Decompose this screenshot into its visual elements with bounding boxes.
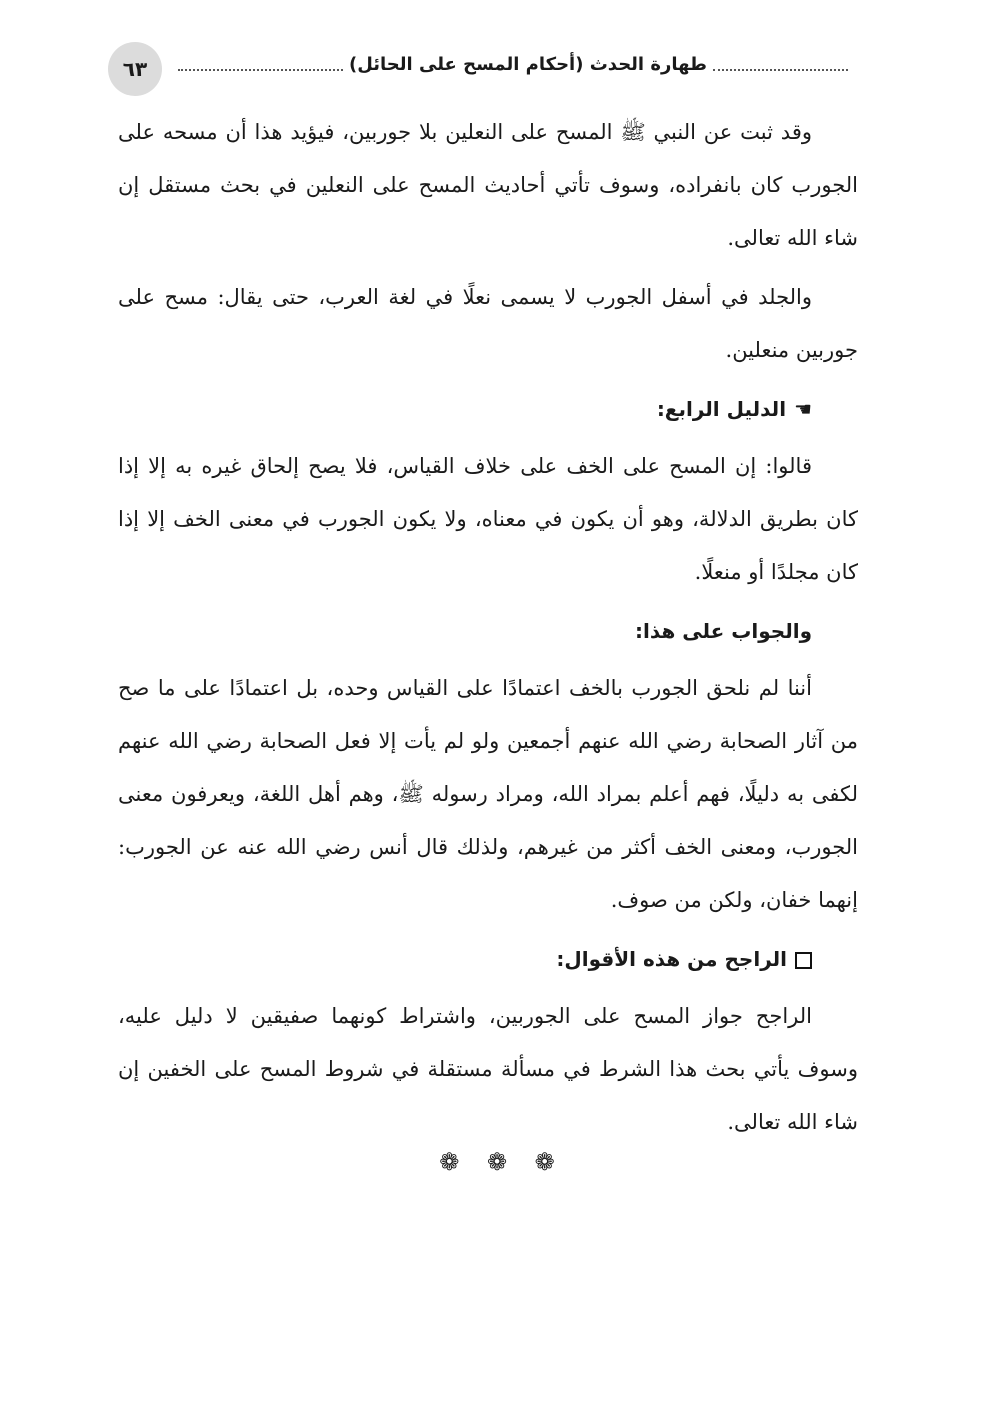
section-heading-text: والجواب على هذا: <box>635 619 812 643</box>
leader-dots-left <box>178 59 343 71</box>
paragraph: قالوا: إن المسح على الخف على خلاف القياس، فلا يصح إلحاق غيره به إلا إذا كان بطريق الدلالة، وهو أن يكون في معناه، ولا يكون الجورب في معنى الخف إلا إذا كان مجلدًا أو منعلًا. <box>118 454 858 584</box>
section-heading-text: الراجح من هذه الأقوال: <box>556 947 787 971</box>
hand-pointer-icon: ☚ <box>794 397 812 421</box>
section-heading-text: الدليل الرابع: <box>656 397 787 421</box>
running-title-text: طهارة الحدث (أحكام المسح على الحائل) <box>349 54 707 75</box>
page-number: ٦٣ <box>108 42 162 96</box>
running-title <box>178 54 848 75</box>
page-header <box>108 42 848 98</box>
paragraph: وقد ثبت عن النبي ﷺ المسح على النعلين بلا جوربين، فيؤيد هذا أن مسحه على الجورب كان بانفراده، وسوف تأتي أحاديث المسح على النعلين في بحث مستقل إن شاء الله تعالى. <box>118 120 858 250</box>
paragraph: والجلد في أسفل الجورب لا يسمى نعلًا في لغة العرب، حتى يقال: مسح على جوربين منعلين. <box>118 285 858 362</box>
page-body <box>118 106 858 1155</box>
checkbox-icon <box>795 952 812 969</box>
section-heading-response <box>118 605 858 658</box>
paragraph: أننا لم نلحق الجورب بالخف اعتمادًا على القياس وحده، بل اعتمادًا على ما صح من آثار الصحابة رضي الله عنهم أجمعين ولو لم يأت إلا فعل الصحابة رضي الله عنهم لكفى به دليلًا، فهم أعلم بمراد الله، ومراد رسوله ﷺ، وهم أهل اللغة، ويعرفون معنى الجورب، ومعنى الخف أكثر من غيرهم، ولذلك قال أنس رضي الله عنه عن الجورب: إنهما خفان، ولكن من صوف. <box>118 676 858 912</box>
leader-dots-right <box>713 59 848 71</box>
paragraph: الراجح جواز المسح على الجوربين، واشتراط كونهما صفيقين لا دليل عليه، وسوف يأتي بحث هذا الشرط في مسألة مستقلة في شروط المسح على الخفين إن شاء الله تعالى. <box>118 1004 858 1134</box>
section-heading-preferred-view <box>118 933 858 986</box>
section-end-ornament: ❁ ❁ ❁ <box>439 1148 565 1176</box>
section-heading-fourth-evidence <box>118 383 858 436</box>
